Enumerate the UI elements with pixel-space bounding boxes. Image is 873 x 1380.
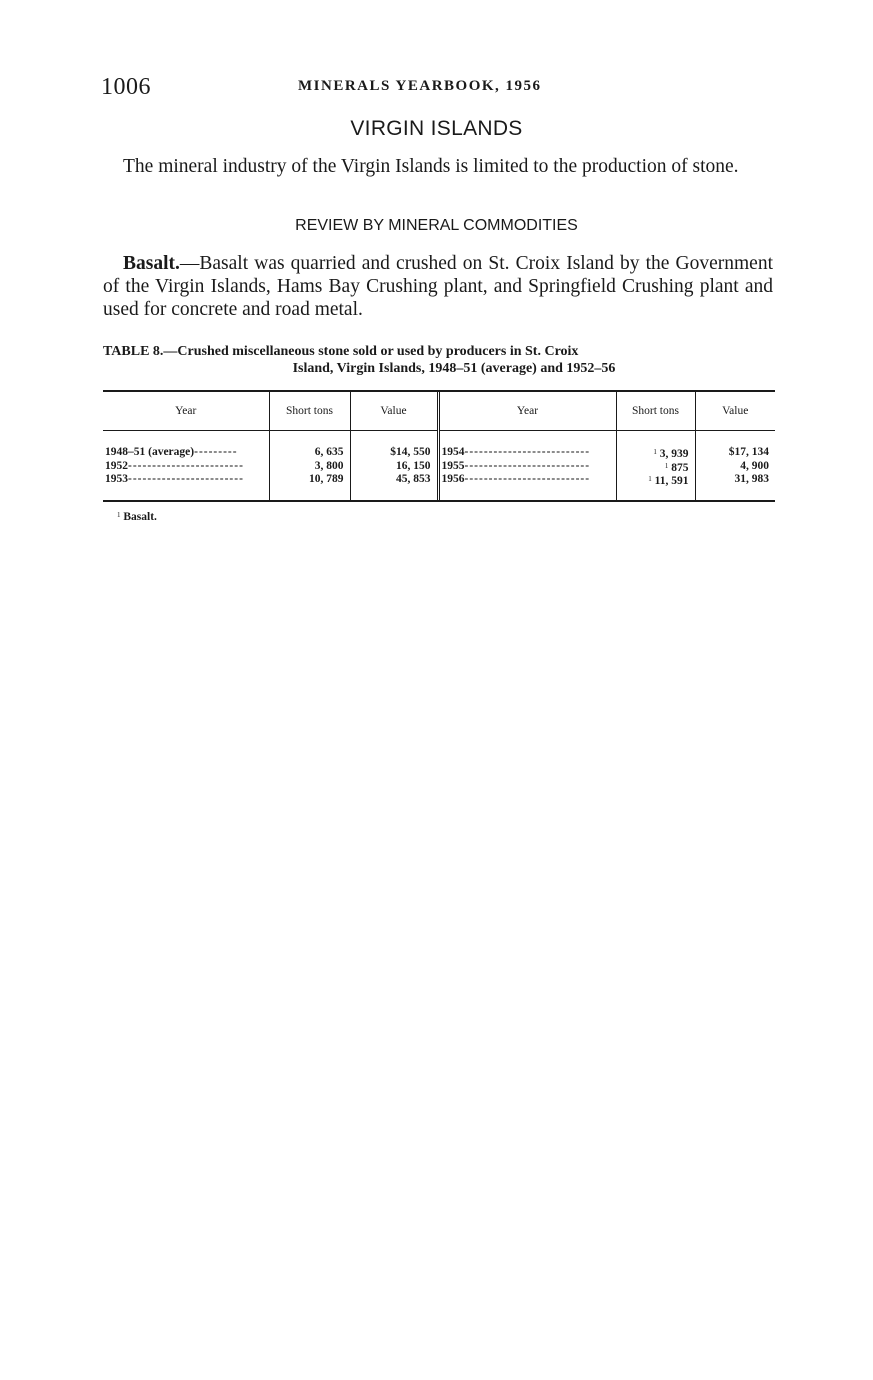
- row-year: [438, 474, 616, 500]
- header-value-left: Value: [350, 392, 438, 431]
- table-row: [103, 461, 775, 475]
- intro-paragraph: The mineral industry of the Virgin Islands is limited to the production of stone.: [123, 156, 739, 177]
- footnote-mark: 1: [117, 511, 121, 519]
- dot-leader: --------------------------: [464, 446, 591, 458]
- table-header-row: [103, 392, 775, 431]
- running-title: MINERALS YEARBOOK, 1956: [298, 78, 542, 94]
- tons-value: 11, 591: [654, 475, 689, 487]
- footnote-ref: 1: [653, 448, 657, 456]
- header-tons-right: Short tons: [616, 392, 695, 431]
- dot-leader: ------------------------: [128, 460, 244, 472]
- header-tons-left: Short tons: [269, 392, 350, 431]
- row-short-tons: [616, 474, 695, 500]
- footnote-text: Basalt.: [123, 511, 157, 523]
- tons-value: 875: [671, 461, 689, 474]
- row-short-tons: 6, 635: [269, 431, 350, 461]
- table-row: [103, 431, 775, 461]
- row-short-tons: [616, 461, 695, 475]
- basalt-lead: Basalt.: [123, 253, 180, 274]
- stone-table: [103, 390, 775, 502]
- basalt-text: —Basalt was quarried and crushed on St. Croix Island by the Government of the Virgin Islands, Hams Bay Crushing plant, and Springfield Crushing plant and used for concrete and road metal.: [103, 253, 773, 320]
- row-value: 45, 853: [350, 474, 438, 500]
- row-short-tons: [616, 431, 695, 461]
- header-year-right: Year: [438, 392, 616, 431]
- row-value: 16, 150: [350, 461, 438, 475]
- row-short-tons: 3, 800: [269, 461, 350, 475]
- footnote-ref: 1: [648, 475, 652, 483]
- header-value-right: Value: [695, 392, 775, 431]
- year-label: 1948–51 (average): [105, 446, 195, 458]
- year-label: 1953: [105, 474, 128, 485]
- review-heading: REVIEW BY MINERAL COMMODITIES: [295, 217, 578, 234]
- tons-value: 3, 939: [659, 448, 689, 460]
- dot-leader: ---------: [194, 446, 238, 458]
- section-title: VIRGIN ISLANDS: [350, 117, 523, 140]
- year-label: 1952: [105, 460, 128, 472]
- header-year-left: Year: [103, 392, 269, 431]
- page-number: 1006: [101, 74, 151, 100]
- row-value: 4, 900: [740, 459, 769, 472]
- year-label: 1956: [441, 474, 465, 485]
- row-value: 31, 983: [734, 473, 769, 485]
- year-label: 1954: [441, 446, 465, 458]
- basalt-paragraph: [103, 252, 773, 321]
- dot-leader: --------------------------: [464, 474, 591, 485]
- footnote: [117, 511, 157, 523]
- dot-leader: --------------------------: [464, 460, 591, 472]
- table-caption-line-1: TABLE 8.—Crushed miscellaneous stone sold or used by producers in St. Croix: [103, 344, 579, 359]
- row-year: [103, 461, 269, 475]
- row-year: [103, 474, 269, 500]
- table-caption: [103, 343, 775, 377]
- row-year: [438, 431, 616, 461]
- footnote-ref: 1: [664, 461, 669, 470]
- row-value: $17, 134: [728, 446, 769, 458]
- row-short-tons: 10, 789: [269, 474, 350, 500]
- table-caption-line-2: Island, Virgin Islands, 1948–51 (average) and 1952–56: [292, 361, 616, 376]
- row-value: $14, 550: [350, 431, 438, 461]
- row-year: [438, 461, 616, 475]
- table-row: [103, 474, 775, 500]
- year-label: 1955: [441, 460, 465, 472]
- dot-leader: ------------------------: [128, 474, 244, 485]
- row-year: [103, 431, 269, 461]
